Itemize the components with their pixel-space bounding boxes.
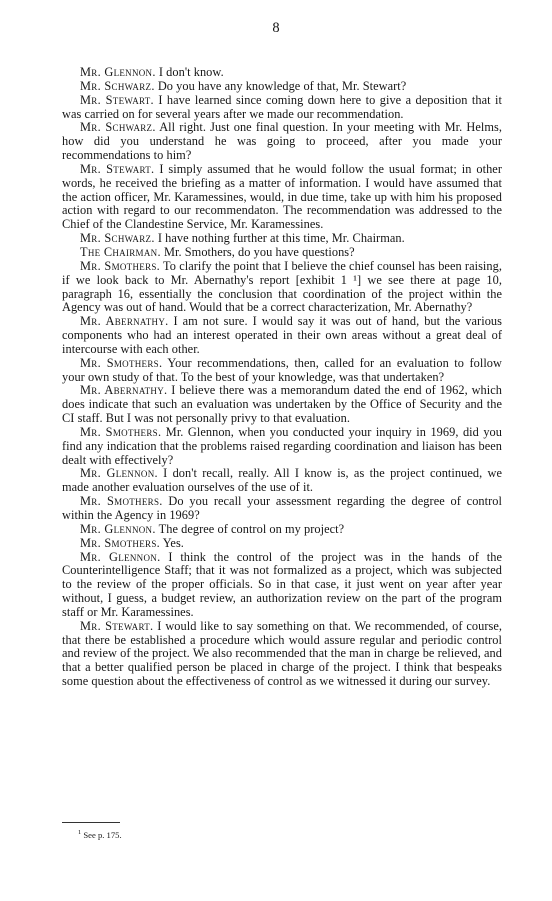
statement-text: I simply assumed that he would follow the usual format; in other words, he received the briefing as a matter of information. I would have assumed that the action officer, Mr. Karamessines, would, in due time, take up with him his proposed action with regard to our recommendaton. The recommendation was addressed to the Chief of the Clandestine Service, Mr. Karamessines. [62,161,502,232]
speaker-name: Mr. Schwarz. [80,231,155,246]
testimony-paragraph [62,121,502,163]
testimony-body [62,66,502,689]
speaker-name: Mr. Abernathy. [80,314,169,329]
speaker-name: Mr. Glennon. [80,65,156,79]
footnote-divider [62,822,120,823]
footnote-mark: 1 [78,829,82,836]
statement-text: I don't know. [155,65,224,79]
speaker-name: Mr. Glennon. [80,521,156,536]
statement-text: I think the control of the project was in the hands of the Counterintelligence Staff; that it was not formalized as a project, which was subjected to the review of the proper officials. So in that case, it just went on year after year without, I guess, a budget review, an authorization review on the part of the program staff or Mr. Karamessines. [62,549,502,619]
testimony-paragraph [62,384,502,426]
statement-text: I am not sure. I would say it was out of hand, but the various components who had an interest operated in their own areas without a great deal of intercourse with each other. [62,314,502,356]
statement-text: All right. Just one final question. In your meeting with Mr. Helms, how did you understand he was going to proceed, after you made your recommendations to him? [62,120,502,163]
testimony-paragraph [62,537,502,551]
speaker-name: Mr. Glennon. [80,549,161,564]
statement-text: Yes. [160,535,184,550]
statement-text: Mr. Smothers, do you have questions? [160,244,355,259]
statement-text: Do you recall your assessment regarding the degree of control within the Agency in 1969? [62,494,502,522]
testimony-paragraph [62,426,502,468]
testimony-paragraph [62,357,502,385]
testimony-paragraph [62,163,502,232]
speaker-name: Mr. Stewart. [80,92,154,107]
testimony-paragraph [62,246,502,260]
testimony-paragraph [62,260,502,315]
statement-text: I believe there was a memorandum dated the end of 1962, which does indicate that such an evaluation was undertaken by the Office of Security and the CI staff. But I was not personally privy to that evaluation. [62,383,503,426]
statement-text: I have learned since coming down here to give a deposition that it was carried on for several years after we made our recommendation. [62,92,502,121]
testimony-paragraph [62,80,502,94]
speaker-name: Mr. Stewart. [80,618,154,633]
statement-text: I would like to say something on that. We recommended, of course, that there be established a procedure which would assure regular and periodic control and review of the project. We also recommended that the man in charge be relieved, and that a better qualified person be placed in charge of the project. I think that bespeaks some question about the effectiveness of control as we witnessed it during our survey. [62,618,503,689]
testimony-paragraph [62,315,502,357]
speaker-name: The Chairman. [80,244,161,259]
speaker-name: Mr. Smothers. [80,535,161,550]
testimony-paragraph [62,232,502,246]
testimony-paragraph [62,523,502,537]
speaker-name: Mr. Schwarz. [80,120,156,135]
testimony-paragraph [62,620,502,689]
statement-text: To clarify the point that I believe the chief counsel has been raising, if we look back to Mr. Abernathy's report [exhibit 1 ¹] we see there at page 10, paragraph 16, essentially the conclusion that coordination of the project within the Agency was out of hand. Would that be a correct characterization, Mr. Abernathy? [62,258,502,315]
statement-text: Do you have any knowledge of that, Mr. Stewart? [154,78,407,93]
page-number: 8 [272,20,280,36]
testimony-paragraph [62,551,502,620]
statement-text: The degree of control on my project? [155,521,345,536]
statement-text: I don't recall, really. All I know is, as the project continued, we made another evaluation ourselves of the use of it. [62,466,502,495]
statement-text: Mr. Glennon, when you conducted your inquiry in 1969, did you find any indication that the problems raised regarding coordination and liaison has been dealt with effectively? [62,424,502,467]
footnote-text: See p. 175. [83,829,122,840]
speaker-name: Mr. Smothers. [80,494,163,509]
statement-text: I have nothing further at this time, Mr. Chairman. [154,231,405,246]
speaker-name: Mr. Stewart. [80,161,155,176]
testimony-paragraph [62,467,502,495]
testimony-paragraph [62,495,502,523]
testimony-paragraph [62,94,502,122]
testimony-paragraph [62,66,502,80]
speaker-name: Mr. Smothers. [80,424,162,439]
speaker-name: Mr. Smothers. [80,258,161,273]
statement-text: Your recommendations, then, called for an evaluation to follow your own study of that. To the best of your knowledge, was that undertaken? [62,355,502,384]
speaker-name: Mr. Glennon. [80,466,158,481]
speaker-name: Mr. Smothers. [80,355,163,370]
speaker-name: Mr. Schwarz. [80,78,155,93]
footnote [78,828,122,840]
speaker-name: Mr. Abernathy. [80,383,168,398]
